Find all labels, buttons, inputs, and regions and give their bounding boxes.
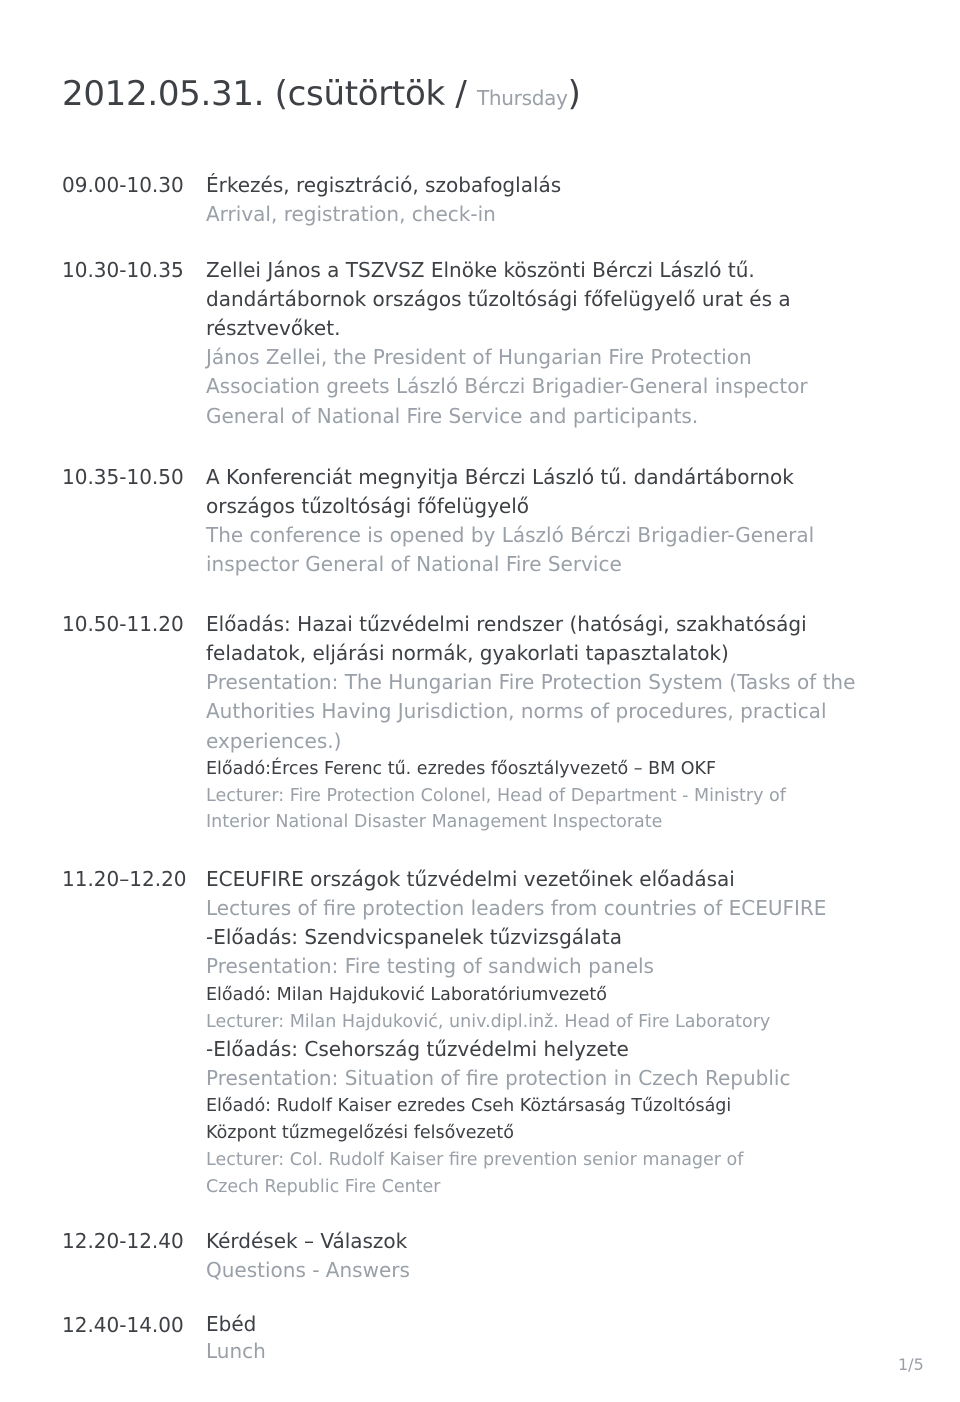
lecturer-en: Czech Republic Fire Center	[206, 1176, 441, 1197]
lecturer-en: Lecturer: Milan Hajduković, univ.dipl.inž. Head of Fire Laboratory	[206, 1011, 771, 1032]
title-close: )	[567, 74, 581, 114]
session-time: 09.00-10.30	[62, 173, 184, 197]
page-number: 1/5	[898, 1355, 924, 1374]
session-line: -Előadás: Csehország tűzvédelmi helyzete	[206, 1037, 629, 1062]
session-line: résztvevőket.	[206, 316, 341, 340]
session-line-en: Association greets László Bérczi Brigadier-General inspector	[206, 374, 808, 399]
session-time: 10.35-10.50	[62, 465, 184, 489]
session-title-en: Questions - Answers	[206, 1258, 410, 1282]
session-title-en: Arrival, registration, check-in	[206, 202, 496, 226]
session-time: 12.40-14.00	[62, 1313, 184, 1337]
session-line-en: inspector General of National Fire Service	[206, 552, 622, 577]
session-title-en: Lunch	[206, 1339, 266, 1363]
session-line-en: Presentation: Situation of fire protection in Czech Republic	[206, 1066, 791, 1091]
session-line: -Előadás: Szendvicspanelek tűzvizsgálata	[206, 925, 622, 950]
session-time: 10.30-10.35	[62, 258, 184, 282]
lecturer-hu: Előadó:Érces Ferenc tű. ezredes főosztályvezető – BM OKF	[206, 758, 717, 779]
session-body	[206, 463, 926, 580]
session-line-en: Presentation: Fire testing of sandwich panels	[206, 954, 654, 979]
session-title-hu: Kérdések – Válaszok	[206, 1229, 408, 1253]
session-time: 10.50-11.20	[62, 612, 184, 636]
session-body	[206, 865, 926, 1200]
title-english: Thursday	[477, 86, 568, 110]
session-line-en: János Zellei, the President of Hungarian Fire Protection	[206, 345, 752, 369]
session-line-en: General of National Fire Service and participants.	[206, 403, 699, 428]
session-title-hu: Érkezés, regisztráció, szobafoglalás	[206, 173, 562, 197]
session-line: ECEUFIRE országok tűzvédelmi vezetőinek előadásai	[206, 867, 735, 891]
session-body	[206, 256, 926, 431]
session-line-en: Presentation: The Hungarian Fire Protection System (Tasks of the	[206, 670, 856, 694]
session-line-en: experiences.)	[206, 728, 342, 753]
session-line: dandártábornok országos tűzoltósági főfelügyelő urat és a	[206, 287, 791, 311]
lecturer-hu: Előadó: Rudolf Kaiser ezredes Cseh Köztársaság Tűzoltósági	[206, 1096, 732, 1117]
session-line-en: The conference is opened by László Bérczi Brigadier-General	[206, 523, 815, 547]
lecturer-hu: Központ tűzmegelőzési felsővezető	[206, 1123, 514, 1144]
session-line: A Konferenciát megnyitja Bérczi László tű. dandártábornok	[206, 465, 794, 489]
session-body	[206, 1311, 926, 1365]
lecturer-en: Lecturer: Fire Protection Colonel, Head of Department - Ministry of	[206, 785, 786, 806]
session-body	[206, 171, 926, 229]
session-line: Zellei János a TSZVSZ Elnöke köszönti Bérczi László tű.	[206, 258, 755, 282]
session-time: 12.20-12.40	[62, 1229, 184, 1253]
session-title-hu: Ebéd	[206, 1312, 257, 1336]
title-hungarian: 2012.05.31. (csütörtök /	[62, 74, 478, 114]
session-body	[206, 1227, 926, 1285]
page-title	[62, 72, 581, 116]
lecturer-en: Lecturer: Col. Rudolf Kaiser fire prevention senior manager of	[206, 1150, 744, 1171]
session-line: Előadás: Hazai tűzvédelmi rendszer (hatósági, szakhatósági	[206, 612, 807, 636]
session-body	[206, 610, 926, 836]
session-time: 11.20–12.20	[62, 867, 187, 891]
session-line-en: Lectures of fire protection leaders from countries of ECEUFIRE	[206, 896, 827, 920]
session-line: feladatok, eljárási normák, gyakorlati tapasztalatok)	[206, 641, 729, 665]
lecturer-en: Interior National Disaster Management Inspectorate	[206, 812, 663, 833]
lecturer-hu: Előadó: Milan Hajduković Laboratóriumvezető	[206, 984, 608, 1005]
session-line-en: Authorities Having Jurisdiction, norms of procedures, practical	[206, 699, 827, 724]
session-line: országos tűzoltósági főfelügyelő	[206, 494, 529, 518]
